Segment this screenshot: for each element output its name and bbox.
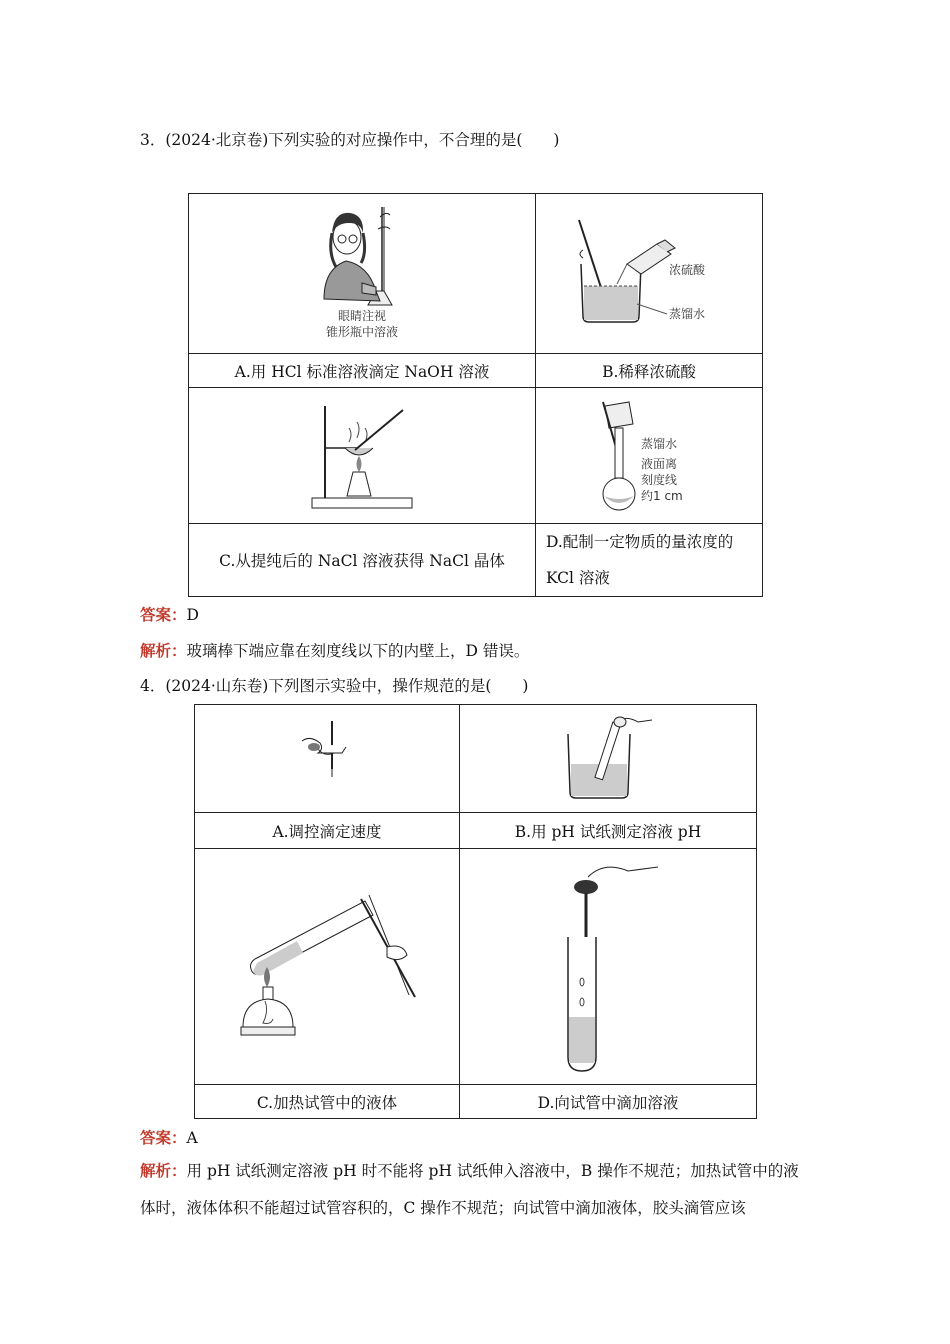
q3-answer-label: 答案： — [140, 605, 187, 624]
q4-analysis — [140, 1152, 812, 1227]
q3-analysis-text: 玻璃棒下端应靠在刻度线以下的内壁上，D 错误。 — [186, 642, 530, 660]
evaporation-illustration — [307, 398, 417, 513]
q4-stem: 4．(2024·山东卷)下列图示实验中，操作规范的是( ) — [140, 677, 529, 695]
q4-answer-value: A — [186, 1129, 198, 1147]
q3-caption-c: C.从提纯后的 NaCl 溶液获得 NaCl 晶体 — [189, 524, 536, 597]
ph-paper-illustration — [548, 714, 668, 804]
q3-a-note-line1: 眼睛注视 — [337, 308, 387, 323]
q3-caption-d — [536, 524, 763, 597]
q4-answer-label: 答案： — [140, 1128, 187, 1147]
q4-figure-c — [195, 849, 460, 1085]
q3-figure-b — [536, 194, 763, 354]
q3-caption-b: B.稀释浓硫酸 — [536, 354, 763, 388]
q3-b-note-water: 蒸馏水 — [669, 306, 706, 321]
q3-answer-value: D — [186, 606, 199, 624]
q3-analysis — [140, 639, 529, 661]
q4-analysis-label: 解析： — [140, 1161, 187, 1180]
q3-figure-d — [536, 388, 763, 524]
q3-d-note-water: 蒸馏水 — [641, 437, 678, 451]
q3-a-note-line2: 锥形瓶中溶液 — [325, 324, 399, 339]
q3-d-note-line3: 约1 cm — [641, 489, 683, 503]
q4-figure-b — [460, 705, 757, 813]
q3-caption-d-line2: KCl 溶液 — [546, 569, 610, 587]
q3-d-note-line1: 液面离 — [641, 457, 678, 471]
q3-figure-c — [189, 388, 536, 524]
q3-figure-table — [188, 193, 763, 597]
q3-caption-d-line1: D.配制一定物质的量浓度的 — [546, 533, 734, 551]
dilute-acid-illustration — [569, 214, 729, 334]
q4-figure-table — [194, 704, 757, 1119]
q4-analysis-text: 用 pH 试纸测定溶液 pH 时不能将 pH 试纸伸入溶液中，B 操作不规范；加热试管中的液体时，液体体积不能超过试管容积的，C 操作不规范；向试管中滴加液体，胶头滴管应该 — [140, 1162, 799, 1217]
q4-caption-a: A.调控滴定速度 — [195, 813, 460, 849]
q3-answer — [140, 603, 199, 625]
q4-caption-c: C.加热试管中的液体 — [195, 1085, 460, 1119]
q4-caption-b: B.用 pH 试纸测定溶液 pH — [460, 813, 757, 849]
burette-control-illustration — [292, 719, 362, 799]
q3-analysis-label: 解析： — [140, 641, 187, 660]
q3-figure-a — [189, 194, 536, 354]
heating-test-tube-illustration — [237, 877, 417, 1057]
q3-caption-a: A.用 HCl 标准溶液滴定 NaOH 溶液 — [189, 354, 536, 388]
q3-d-note-line2: 刻度线 — [641, 473, 678, 487]
q3-stem: 3．(2024·北京卷)下列实验的对应操作中，不合理的是( ) — [140, 131, 560, 149]
q3-b-note-acid: 浓硫酸 — [669, 262, 706, 277]
q4-figure-a — [195, 705, 460, 813]
q4-answer — [140, 1126, 198, 1148]
titration-person-illustration — [262, 199, 462, 349]
q4-caption-d: D.向试管中滴加溶液 — [460, 1085, 757, 1119]
volumetric-flask-illustration — [589, 398, 709, 513]
q4-figure-d — [460, 849, 757, 1085]
dropper-test-tube-illustration — [548, 857, 668, 1077]
